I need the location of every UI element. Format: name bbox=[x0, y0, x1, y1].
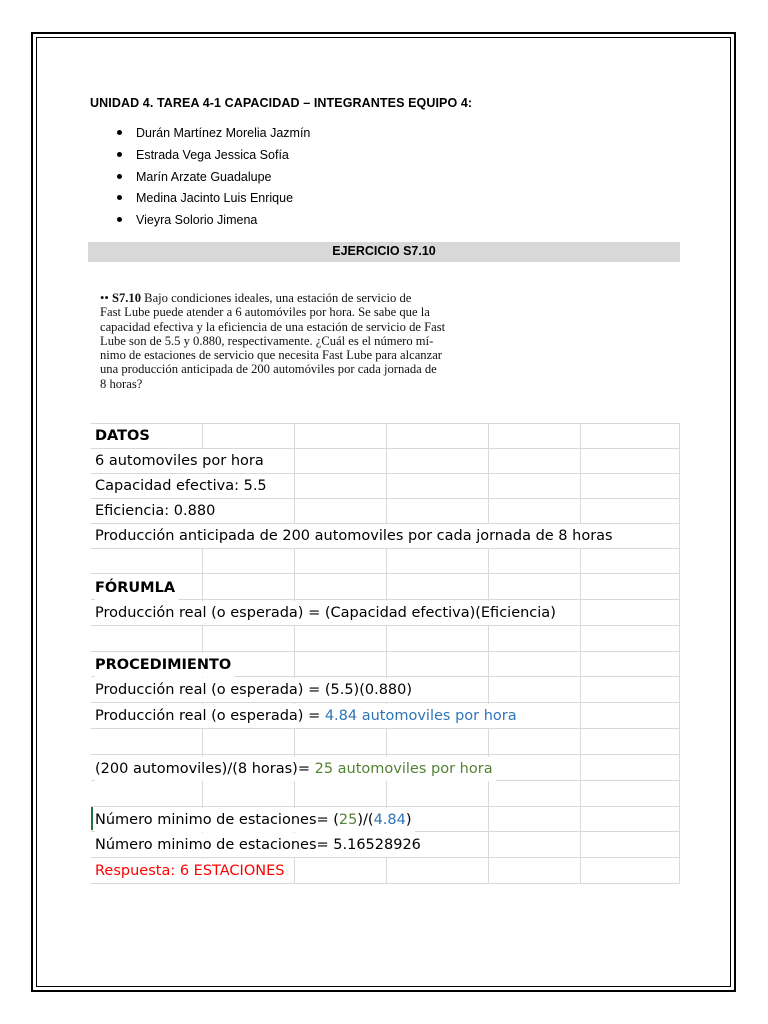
grid-cell bbox=[581, 677, 680, 703]
grid-cell bbox=[295, 626, 387, 652]
grid-cell bbox=[489, 677, 581, 703]
grid-cell bbox=[581, 424, 680, 449]
grid-cell bbox=[581, 600, 680, 626]
result-value: 25 automoviles por hora bbox=[314, 761, 493, 777]
problem-line: Lube son de 5.5 y 0.880, respectivamente. ¿Cuál es el número mí- bbox=[100, 333, 434, 348]
problem-line: capacidad efectiva y la eficiencia de una estación de servicio de Fast bbox=[100, 319, 446, 334]
grid-cell bbox=[387, 781, 489, 807]
grid-cell bbox=[387, 449, 489, 474]
team-member: Durán Martínez Morelia Jazmín bbox=[117, 124, 310, 146]
dato-row: Capacidad efectiva: 5.5 bbox=[95, 474, 270, 498]
grid-cell bbox=[295, 449, 387, 474]
grid-cell bbox=[295, 652, 387, 677]
grid-cell bbox=[581, 807, 680, 832]
procedure-row: Número minimo de estaciones= 5.16528926 bbox=[95, 833, 424, 857]
grid-cell bbox=[581, 703, 680, 729]
problem-line: una producción anticipada de 200 automóviles por cada jornada de bbox=[100, 362, 437, 377]
grid-cell bbox=[203, 549, 295, 574]
team-member-list bbox=[117, 124, 310, 233]
grid-cell bbox=[91, 626, 203, 652]
grid-cell bbox=[203, 424, 295, 449]
grid-cell bbox=[489, 424, 581, 449]
grid-cell bbox=[203, 781, 295, 807]
grid-cell bbox=[489, 729, 581, 755]
grid-cell bbox=[489, 755, 581, 781]
grid-cell bbox=[91, 729, 203, 755]
grid-cell bbox=[489, 449, 581, 474]
grid-cell bbox=[489, 549, 581, 574]
grid-cell bbox=[489, 574, 581, 600]
grid-cell bbox=[387, 424, 489, 449]
grid-cell bbox=[581, 832, 680, 858]
spreadsheet-table bbox=[91, 423, 680, 888]
grid-cell bbox=[489, 807, 581, 832]
answer-row: Respuesta: 6 ESTACIONES bbox=[95, 859, 287, 883]
grid-cell bbox=[581, 781, 680, 807]
formula-heading: FÓRUMLA bbox=[95, 576, 178, 600]
grid-cell bbox=[489, 474, 581, 499]
datos-heading: DATOS bbox=[95, 424, 153, 448]
active-cell-indicator bbox=[91, 807, 93, 830]
grid-cell bbox=[295, 781, 387, 807]
grid-cell bbox=[581, 858, 680, 884]
grid-cell bbox=[489, 832, 581, 858]
grid-cell bbox=[581, 574, 680, 600]
grid-cell bbox=[295, 858, 387, 884]
grid-cell bbox=[387, 652, 489, 677]
grid-cell bbox=[489, 626, 581, 652]
problem-statement bbox=[100, 291, 500, 391]
grid-cell bbox=[387, 729, 489, 755]
grid-cell bbox=[295, 549, 387, 574]
problem-line: Fast Lube puede atender a 6 automóviles por hora. Se sabe que la bbox=[100, 305, 430, 320]
problem-line: nimo de estaciones de servicio que necesita Fast Lube para alcanzar bbox=[100, 348, 442, 363]
grid-cell bbox=[581, 474, 680, 499]
grid-cell bbox=[91, 781, 203, 807]
grid-cell bbox=[387, 574, 489, 600]
grid-cell bbox=[581, 449, 680, 474]
dato-row: Producción anticipada de 200 automoviles por cada jornada de 8 horas bbox=[95, 524, 616, 548]
bullet-icon bbox=[117, 152, 122, 157]
grid-cell bbox=[203, 626, 295, 652]
formula-row: Producción real (o esperada) = (Capacidad efectiva)(Eficiencia) bbox=[95, 601, 559, 625]
grid-cell bbox=[489, 499, 581, 524]
grid-cell bbox=[387, 549, 489, 574]
team-member: Estrada Vega Jessica Sofía bbox=[117, 146, 310, 168]
document-title: UNIDAD 4. TAREA 4-1 CAPACIDAD – INTEGRANTES EQUIPO 4: bbox=[90, 96, 473, 110]
grid-cell bbox=[387, 499, 489, 524]
exercise-title: EJERCICIO S7.10 bbox=[332, 244, 436, 258]
grid-cell bbox=[489, 781, 581, 807]
bullet-icon bbox=[117, 130, 122, 135]
result-value: 4.84 automoviles por hora bbox=[324, 708, 517, 724]
team-member: Medina Jacinto Luis Enrique bbox=[117, 189, 310, 211]
grid-cell bbox=[295, 729, 387, 755]
bullet-icon bbox=[117, 174, 122, 179]
problem-line: 8 horas? bbox=[100, 376, 143, 391]
grid-cell bbox=[295, 424, 387, 449]
grid-cell bbox=[581, 499, 680, 524]
problem-number: S7.10 bbox=[111, 291, 142, 305]
bullet-icon bbox=[117, 195, 122, 200]
grid-cell bbox=[581, 549, 680, 574]
grid-cell bbox=[581, 626, 680, 652]
problem-line: •• S7.10 Bajo condiciones ideales, una estación de servicio de bbox=[100, 291, 412, 305]
exercise-header-bar bbox=[88, 242, 680, 262]
team-member: Vieyra Solorio Jimena bbox=[117, 211, 310, 233]
grid-cell bbox=[581, 755, 680, 781]
dato-row: Eficiencia: 0.880 bbox=[95, 499, 218, 523]
procedure-row: Número minimo de estaciones= (25)/(4.84) bbox=[95, 808, 415, 832]
grid-cell bbox=[581, 652, 680, 677]
team-member: Marín Arzate Guadalupe bbox=[117, 168, 310, 190]
grid-cell bbox=[489, 858, 581, 884]
grid-cell bbox=[387, 474, 489, 499]
grid-cell bbox=[387, 858, 489, 884]
procedure-row: (200 automoviles)/(8 horas)= 25 automoviles por hora bbox=[95, 757, 496, 781]
grid-cell bbox=[581, 729, 680, 755]
grid-cell bbox=[295, 474, 387, 499]
procedure-row: Producción real (o esperada) = (5.5)(0.880) bbox=[95, 678, 415, 702]
dato-row: 6 automoviles por hora bbox=[95, 449, 267, 473]
grid-cell bbox=[91, 549, 203, 574]
grid-cell bbox=[295, 499, 387, 524]
procedure-row: Producción real (o esperada) = 4.84 automoviles por hora bbox=[95, 704, 520, 728]
grid-cell bbox=[203, 729, 295, 755]
procedimiento-heading: PROCEDIMIENTO bbox=[95, 653, 234, 677]
grid-cell bbox=[203, 574, 295, 600]
bullet-icon bbox=[117, 217, 122, 222]
grid-cell bbox=[489, 652, 581, 677]
grid-cell bbox=[387, 626, 489, 652]
grid-cell bbox=[295, 574, 387, 600]
